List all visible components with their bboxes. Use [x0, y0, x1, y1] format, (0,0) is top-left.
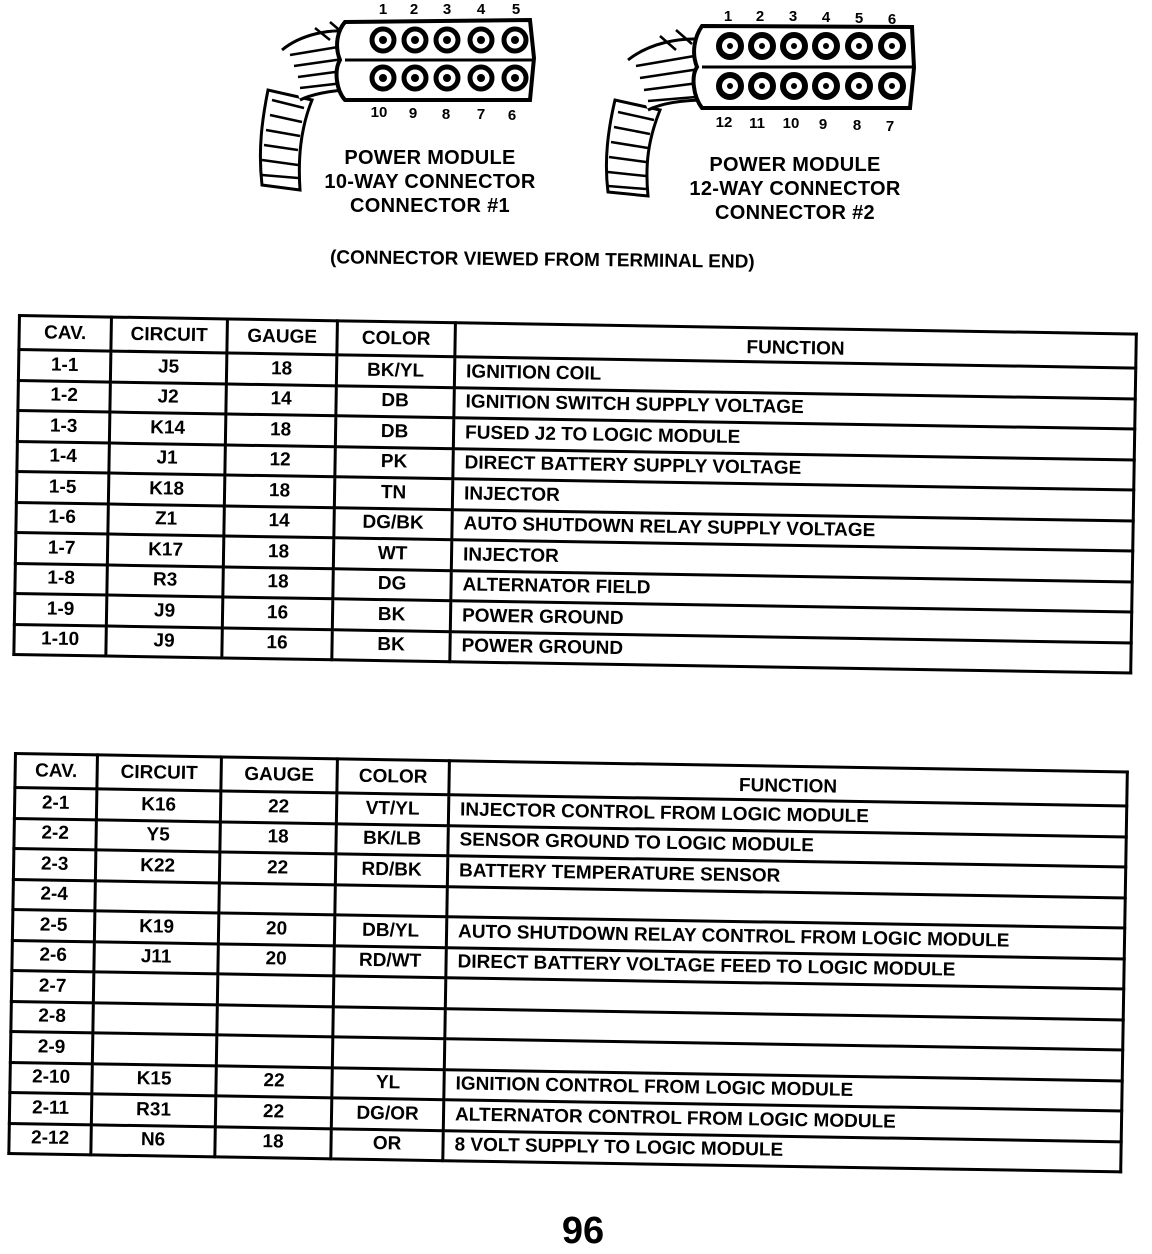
page-number: 96 — [561, 1210, 605, 1252]
cell-function: IGNITION COIL — [454, 357, 1135, 399]
cell-circuit — [93, 1002, 217, 1035]
cell-color: BK/LB — [336, 823, 448, 855]
cell-cavity: 1-9 — [14, 593, 106, 625]
cell-cavity: 1-3 — [17, 411, 109, 443]
cell-cavity: 2-2 — [14, 818, 96, 850]
connector2-caption-line: POWER MODULE — [709, 154, 881, 176]
connector1-caption-line: 10-WAY CONNECTOR — [324, 171, 536, 193]
cell-cavity: 1-7 — [15, 532, 107, 564]
connector2-bottom-pin-label: 10 — [782, 115, 800, 132]
cell-gauge: 18 — [215, 1126, 331, 1158]
header-function: FUNCTION — [449, 761, 1127, 806]
cell-color — [333, 976, 445, 1008]
connector1-top-pin-label: 3 — [442, 1, 452, 18]
cell-circuit: Y5 — [96, 819, 220, 852]
cell-cavity: 2-1 — [14, 788, 96, 820]
cell-cavity: 1-10 — [14, 624, 106, 656]
cell-gauge: 18 — [220, 821, 336, 853]
cell-gauge: 18 — [226, 353, 336, 385]
cell-cavity: 2-10 — [10, 1062, 92, 1094]
connector1-top-pin-label: 4 — [476, 1, 486, 18]
connector2-bottom-pin-label: 9 — [818, 116, 828, 133]
cell-color: DB — [336, 385, 454, 417]
cell-cavity: 2-6 — [12, 940, 94, 972]
table2-body — [9, 788, 1127, 1172]
cell-gauge: 14 — [224, 505, 334, 537]
connector2-top-pin-label: 3 — [788, 8, 798, 25]
cell-color: YL — [332, 1067, 444, 1099]
cell-circuit: K15 — [92, 1063, 216, 1096]
connector1-bottom-pin-label: 8 — [441, 106, 451, 123]
cell-circuit: J2 — [110, 382, 226, 414]
cell-circuit — [92, 1033, 216, 1066]
cell-circuit: K17 — [107, 534, 223, 566]
cell-color — [335, 884, 447, 916]
cell-circuit: J5 — [110, 351, 226, 383]
connector2-top-pin-label: 5 — [854, 10, 864, 27]
cell-circuit: R31 — [91, 1094, 215, 1127]
connector2-caption-line: 12-WAY CONNECTOR — [689, 178, 901, 200]
header-color: COLOR — [337, 759, 450, 795]
connector2-bottom-pin-label: 8 — [852, 117, 862, 134]
cell-color: TN — [334, 477, 452, 509]
cell-color: OR — [331, 1128, 443, 1160]
connector2-pinout-table — [7, 752, 1129, 1173]
cell-cavity: 2-4 — [13, 879, 95, 911]
cell-circuit: K19 — [94, 911, 218, 944]
cell-cavity: 1-2 — [18, 380, 110, 412]
cell-gauge — [217, 974, 333, 1006]
connector2-caption-line: CONNECTOR #2 — [715, 202, 875, 224]
connector2-top-pin-label: 2 — [755, 8, 765, 25]
cell-color: DG — [333, 568, 451, 600]
cell-function: ALTERNATOR CONTROL FROM LOGIC MODULE — [443, 1100, 1121, 1142]
cell-circuit: K22 — [95, 850, 219, 883]
cell-gauge: 16 — [222, 627, 332, 659]
connector1-caption-line: CONNECTOR #1 — [350, 195, 510, 217]
header-gauge: GAUGE — [221, 757, 338, 793]
connector1-top-pin-label: 1 — [378, 1, 388, 18]
connector1-top-pin-label: 2 — [409, 1, 419, 18]
cell-gauge: 18 — [224, 475, 334, 507]
cell-color: DG/BK — [334, 507, 452, 539]
cell-cavity: 2-5 — [12, 910, 94, 942]
connector1-caption — [290, 146, 570, 218]
cell-color: DB/YL — [334, 915, 446, 947]
cell-gauge — [216, 1035, 332, 1067]
cell-cavity: 1-8 — [15, 563, 107, 595]
cell-gauge: 22 — [215, 1096, 331, 1128]
cell-color: RD/BK — [335, 854, 447, 886]
cell-function: IGNITION CONTROL FROM LOGIC MODULE — [444, 1069, 1122, 1111]
connector2-top-pin-label: 1 — [723, 8, 733, 25]
cell-color: BK/YL — [336, 355, 454, 387]
connector2-top-pin-label: 6 — [887, 11, 897, 28]
cell-function: INJECTOR — [452, 479, 1133, 521]
cell-color — [333, 1006, 445, 1038]
cell-cavity: 2-3 — [13, 849, 95, 881]
cell-color — [332, 1037, 444, 1069]
connector1-top-pin-label: 5 — [511, 1, 521, 18]
connector1-pinout-table — [12, 314, 1138, 675]
cell-gauge: 22 — [219, 852, 335, 884]
cell-cavity: 2-7 — [11, 970, 93, 1002]
cell-circuit: Z1 — [108, 504, 224, 536]
cell-circuit: J9 — [106, 626, 222, 658]
cell-circuit: K14 — [109, 412, 225, 444]
header-cav: CAV. — [19, 316, 112, 352]
cell-cavity: 2-9 — [10, 1031, 92, 1063]
viewed-from-note: (CONNECTOR VIEWED FROM TERMINAL END) — [329, 247, 755, 273]
cell-gauge: 22 — [220, 791, 336, 823]
cell-cavity: 2-12 — [9, 1123, 91, 1155]
cell-cavity: 1-6 — [16, 502, 108, 534]
cell-gauge: 20 — [218, 913, 334, 945]
cell-function: ALTERNATOR FIELD — [451, 570, 1132, 612]
connector1-bottom-pin-label: 10 — [370, 104, 388, 121]
cell-function: DIRECT BATTERY VOLTAGE FEED TO LOGIC MODULE — [446, 947, 1124, 989]
cell-gauge: 18 — [225, 414, 335, 446]
cell-function: IGNITION SWITCH SUPPLY VOLTAGE — [454, 387, 1135, 429]
cell-function: BATTERY TEMPERATURE SENSOR — [447, 856, 1125, 898]
cell-color: DB — [335, 416, 453, 448]
cell-color: BK — [332, 599, 450, 631]
connector1-bottom-pin-label: 9 — [408, 105, 418, 122]
connector1-bottom-pin-label: 6 — [507, 107, 517, 124]
cell-circuit: K18 — [108, 473, 224, 505]
header-circuit: CIRCUIT — [111, 317, 228, 353]
cell-function: AUTO SHUTDOWN RELAY SUPPLY VOLTAGE — [452, 509, 1133, 551]
table1-body — [14, 350, 1136, 673]
cell-circuit — [95, 880, 219, 913]
cell-function: POWER GROUND — [450, 631, 1131, 673]
cell-gauge: 12 — [225, 444, 335, 476]
cell-circuit: N6 — [91, 1124, 215, 1157]
connector2-bottom-pin-label: 7 — [885, 118, 895, 135]
connector2-caption — [655, 153, 935, 225]
cell-function: INJECTOR CONTROL FROM LOGIC MODULE — [448, 795, 1126, 837]
cell-cavity: 2-8 — [11, 1001, 93, 1033]
cell-gauge: 14 — [226, 383, 336, 415]
connector2-bottom-pin-label: 11 — [749, 115, 765, 132]
cell-gauge: 22 — [216, 1065, 332, 1097]
cell-circuit: R3 — [107, 565, 223, 597]
cell-circuit: J1 — [109, 443, 225, 475]
cell-color: WT — [333, 538, 451, 570]
cell-function: 8 VOLT SUPPLY TO LOGIC MODULE — [443, 1130, 1121, 1172]
cell-function: FUSED J2 TO LOGIC MODULE — [453, 418, 1134, 460]
cell-gauge — [217, 1004, 333, 1036]
cell-color: VT/YL — [336, 793, 448, 825]
cell-function: SENSOR GROUND TO LOGIC MODULE — [448, 825, 1126, 867]
cell-circuit — [93, 972, 217, 1005]
cell-function: POWER GROUND — [450, 601, 1131, 643]
cell-gauge — [219, 882, 335, 914]
cell-circuit: K16 — [96, 789, 220, 822]
connector1-bottom-pin-label: 7 — [476, 106, 486, 123]
connector2-bottom-pin-label: 12 — [715, 114, 733, 131]
cell-color: DG/OR — [331, 1098, 443, 1130]
cell-gauge: 20 — [218, 943, 334, 975]
cell-color: PK — [335, 446, 453, 478]
header-cav: CAV. — [15, 754, 98, 789]
header-color: COLOR — [337, 321, 456, 357]
cell-color: BK — [332, 629, 450, 661]
cell-function: AUTO SHUTDOWN RELAY CONTROL FROM LOGIC MODULE — [446, 917, 1124, 959]
cell-cavity: 1-4 — [17, 441, 109, 473]
cell-function: INJECTOR — [451, 540, 1132, 582]
cell-gauge: 16 — [222, 597, 332, 629]
connector2-top-pin-label: 4 — [821, 9, 831, 26]
cell-function: DIRECT BATTERY SUPPLY VOLTAGE — [453, 448, 1134, 490]
header-function: FUNCTION — [455, 323, 1136, 368]
header-circuit: CIRCUIT — [97, 755, 222, 791]
cell-circuit: J9 — [106, 595, 222, 627]
cell-cavity: 1-5 — [16, 472, 108, 504]
cell-gauge: 18 — [223, 566, 333, 598]
cell-gauge: 18 — [223, 536, 333, 568]
header-gauge: GAUGE — [227, 319, 338, 355]
cell-cavity: 2-11 — [9, 1092, 91, 1124]
cell-color: RD/WT — [334, 945, 446, 977]
cell-cavity: 1-1 — [18, 350, 110, 382]
cell-circuit: J11 — [94, 941, 218, 974]
connector1-caption-line: POWER MODULE — [344, 147, 516, 169]
